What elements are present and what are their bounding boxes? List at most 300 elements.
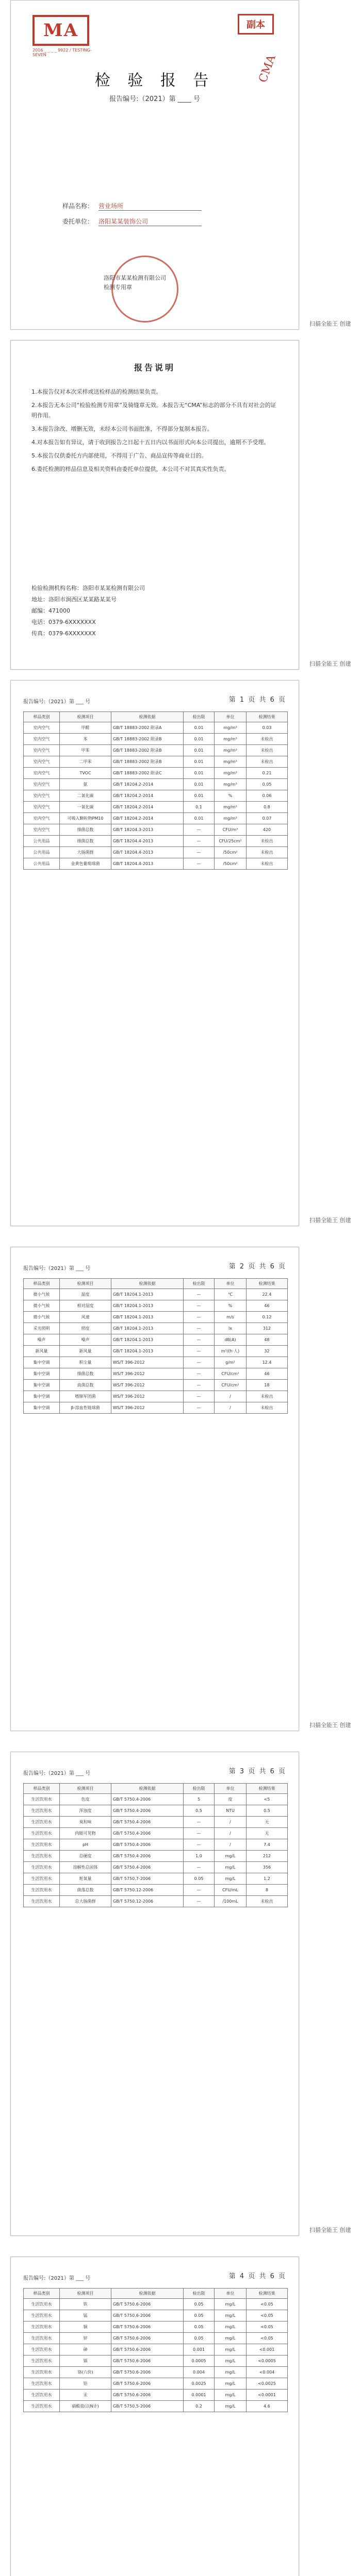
table-cell: 0.0001: [184, 2389, 215, 2401]
table-cell: 度: [215, 1794, 247, 1805]
table-cell: 生活饮用水: [24, 1805, 60, 1817]
scanner-watermark: 扫描全能王 创建: [309, 660, 351, 667]
table-cell: 室内空气: [24, 745, 60, 756]
table-cell: 46: [247, 1368, 288, 1380]
table-cell: 菌落总数: [60, 1885, 111, 1896]
page-report-number: 报告编号:（2021）第 ___ 号: [23, 699, 91, 705]
table-cell: dB(A): [215, 1334, 247, 1346]
table-cell: GB/T 18883-2002 附录B: [111, 756, 184, 768]
table-cell: 0.05: [184, 2321, 215, 2333]
table-cell: GB/T 18204.4-2013: [111, 858, 184, 870]
table-cell: /: [215, 1391, 247, 1402]
table-cell: mg/m³: [215, 756, 247, 768]
column-header: 样品类别: [24, 1784, 60, 1794]
table-row: [24, 2355, 288, 2367]
table-cell: 耗氧量: [60, 1873, 111, 1885]
table-cell: GB/T 5750.5-2006: [111, 2401, 184, 2412]
table-cell: GB/T 18204.1-2013: [111, 1346, 184, 1357]
table-cell: 细菌总数: [60, 824, 111, 836]
table-row: [24, 1862, 288, 1873]
table-cell: GB/T 5750.4-2006: [111, 1794, 184, 1805]
table-row: [24, 790, 288, 802]
contact-line: 传真：0379-6XXXXXXX: [31, 630, 96, 637]
table-cell: —: [184, 1402, 215, 1414]
scanner-watermark: 扫描全能王 创建: [309, 320, 351, 327]
table-cell: 微小气候: [24, 1312, 60, 1323]
table-cell: mg/L: [215, 2299, 247, 2310]
table-row: [24, 1300, 288, 1312]
table-cell: 锰: [60, 2310, 111, 2321]
table-cell: <0.05: [247, 2310, 288, 2321]
table-cell: 生活饮用水: [24, 1851, 60, 1862]
table-cell: GB/T 5750.6-2006: [111, 2310, 184, 2321]
table-cell: 0.05: [247, 779, 288, 790]
table-cell: 甲苯: [60, 745, 111, 756]
table-cell: 采光照明: [24, 1323, 60, 1334]
table-header-row: [24, 1784, 288, 1794]
table-cell: 汞: [60, 2389, 111, 2401]
table-cell: GB/T 5750.4-2006: [111, 1862, 184, 1873]
table-cell: mg/L: [215, 2389, 247, 2401]
table-cell: CFU/mL: [215, 1885, 247, 1896]
table-cell: 细菌总数: [60, 1368, 111, 1380]
table-cell: GB/T 5750.4-2006: [111, 1839, 184, 1851]
contact-line: 电话：0379-6XXXXXXX: [31, 619, 96, 625]
table-cell: mg/L: [215, 2344, 247, 2355]
table-cell: 可吸入颗粒物PM10: [60, 813, 111, 824]
table-cell: WS/T 396-2012: [111, 1368, 184, 1380]
table-cell: NTU: [215, 1805, 247, 1817]
table-cell: 集中空调: [24, 1380, 60, 1391]
table-cell: 臭和味: [60, 1817, 111, 1828]
table-cell: mg/L: [215, 2378, 247, 2389]
table-cell: 噪声: [24, 1334, 60, 1346]
field-label: 委托单位：: [62, 218, 94, 225]
table-cell: GB/T 18204.2-2014: [111, 802, 184, 813]
table-cell: 集中空调: [24, 1402, 60, 1414]
table-cell: 公共用品: [24, 847, 60, 858]
report-page-4: [10, 2257, 299, 2576]
table-cell: GB/T 5750.4-2006: [111, 1828, 184, 1839]
table-cell: —: [184, 1323, 215, 1334]
table-cell: 室内空气: [24, 779, 60, 790]
table-cell: 细菌总数: [60, 836, 111, 847]
table-row: [24, 2378, 288, 2389]
table-cell: 生活饮用水: [24, 2355, 60, 2367]
instruction-item: 5.本报告仅供委托方内部使用，不得用于广告、商品宣传等商业目的。: [31, 452, 207, 459]
table-cell: 生活饮用水: [24, 2378, 60, 2389]
table-cell: 0.12: [247, 1312, 288, 1323]
table-header-row: [24, 1279, 288, 1289]
table-cell: 浑浊度: [60, 1805, 111, 1817]
table-cell: 苯: [60, 734, 111, 745]
logo-subtext: 2016 _ _ _ _ 9922 / TESTING-SEVEN: [32, 48, 92, 57]
table-cell: g/m²: [215, 1357, 247, 1368]
table-cell: CFU/25cm²: [215, 836, 247, 847]
table-cell: GB/T 5750.12-2006: [111, 1885, 184, 1896]
table-cell: 0.21: [247, 768, 288, 779]
table-cell: mg/L: [215, 2321, 247, 2333]
table-cell: 二氧化碳: [60, 790, 111, 802]
page-report-number: 报告编号:（2021）第 ___ 号: [23, 2276, 91, 2281]
column-header: 检测项目: [60, 712, 111, 722]
instruction-item: 3.本报告涂改、增删无效，未经本公司书面批准，不得部分复制本报告。: [31, 426, 213, 432]
table-cell: 一氧化碳: [60, 802, 111, 813]
table-cell: <0.0025: [247, 2378, 288, 2389]
table-cell: mg/m³: [215, 779, 247, 790]
table-cell: 室内空气: [24, 824, 60, 836]
table-cell: GB/T 5750.7-2006: [111, 1873, 184, 1885]
column-header: 单位: [215, 1784, 247, 1794]
table-cell: mg/m³: [215, 734, 247, 745]
table-cell: /50cm²: [215, 858, 247, 870]
table-cell: GB/T 5750.6-2006: [111, 2344, 184, 2355]
table-cell: WS/T 396-2012: [111, 1380, 184, 1391]
table-cell: 生活饮用水: [24, 2344, 60, 2355]
table-row: [24, 768, 288, 779]
table-cell: 积尘量: [60, 1357, 111, 1368]
table-cell: 生活饮用水: [24, 1794, 60, 1805]
table-cell: —: [184, 1885, 215, 1896]
table-cell: 212: [247, 1851, 288, 1862]
table-cell: —: [184, 847, 215, 858]
column-header: 检出限: [184, 1279, 215, 1289]
table-cell: /: [215, 1402, 247, 1414]
table-header-row: [24, 712, 288, 722]
table-cell: —: [184, 824, 215, 836]
table-cell: WS/T 396-2012: [111, 1391, 184, 1402]
table-cell: —: [184, 1368, 215, 1380]
column-header: 样品类别: [24, 712, 60, 722]
table-cell: <0.05: [247, 2333, 288, 2344]
table-cell: 生活饮用水: [24, 2367, 60, 2378]
table-cell: <0.05: [247, 2321, 288, 2333]
table-row: [24, 1391, 288, 1402]
table-row: [24, 1851, 288, 1862]
column-header: 检测项目: [60, 2289, 111, 2299]
table-cell: 生活饮用水: [24, 2333, 60, 2344]
table-cell: 公共用品: [24, 836, 60, 847]
column-header: 检测项目: [60, 1279, 111, 1289]
table-cell: %: [215, 790, 247, 802]
instructions-page: [10, 340, 299, 670]
table-cell: 相对湿度: [60, 1300, 111, 1312]
table-row: [24, 734, 288, 745]
table-row: [24, 1357, 288, 1368]
cma-logo: [32, 15, 105, 57]
table-cell: 集中空调: [24, 1391, 60, 1402]
table-cell: 微小气候: [24, 1300, 60, 1312]
table-cell: 0.07: [247, 813, 288, 824]
table-row: [24, 1346, 288, 1357]
instructions-title: 报告说明: [134, 363, 175, 372]
table-row: [24, 1805, 288, 1817]
table-cell: 18: [247, 1380, 288, 1391]
table-row: [24, 1334, 288, 1346]
table-cell: —: [184, 1312, 215, 1323]
column-header: 检测依据: [111, 712, 184, 722]
table-cell: —: [184, 1380, 215, 1391]
table-cell: 22.4: [247, 1289, 288, 1300]
table-cell: GB/T 5750.6-2006: [111, 2299, 184, 2310]
table-cell: 0.0005: [184, 2355, 215, 2367]
table-cell: 8: [247, 1885, 288, 1896]
field-value: 营业场所: [99, 201, 202, 211]
table-cell: GB/T 5750.4-2006: [111, 1851, 184, 1862]
results-table: [23, 2288, 288, 2412]
table-cell: GB/T 18204.1-2013: [111, 1300, 184, 1312]
table-cell: —: [184, 1300, 215, 1312]
table-cell: 生活饮用水: [24, 1873, 60, 1885]
column-header: 检测结果: [247, 1279, 288, 1289]
table-cell: —: [184, 1817, 215, 1828]
table-cell: 集中空调: [24, 1368, 60, 1380]
table-cell: m/s: [215, 1312, 247, 1323]
table-cell: 1.0: [184, 1851, 215, 1862]
scanner-watermark: 扫描全能王 创建: [309, 1217, 351, 1224]
table-cell: 0.01: [184, 768, 215, 779]
table-cell: mg/L: [215, 2333, 247, 2344]
table-cell: WS/T 396-2012: [111, 1357, 184, 1368]
page-number: 第 2 页 共 6 页: [228, 1263, 286, 1270]
table-cell: 48: [247, 1334, 288, 1346]
table-cell: GB/T 5750.6-2006: [111, 2378, 184, 2389]
table-cell: 铬(六价): [60, 2367, 111, 2378]
contact-line: 检验检测机构名称：洛阳市某某检测有限公司: [31, 585, 145, 591]
table-cell: 0.2: [184, 2401, 215, 2412]
column-header: 检测结果: [247, 1784, 288, 1794]
column-header: 检测依据: [111, 1279, 184, 1289]
table-row: [24, 1896, 288, 1907]
table-row: [24, 2401, 288, 2412]
table-cell: 硝酸盐(以N计): [60, 2401, 111, 2412]
page-header: [23, 2268, 286, 2284]
column-header: 检测依据: [111, 1784, 184, 1794]
table-cell: —: [184, 836, 215, 847]
report-page-2: [10, 1247, 299, 1731]
table-cell: 12.4: [247, 1357, 288, 1368]
field-label: 样品名称：: [62, 202, 94, 210]
table-cell: 420: [247, 824, 288, 836]
table-cell: 室内空气: [24, 802, 60, 813]
page-header: [23, 692, 286, 707]
table-row: [24, 2321, 288, 2333]
table-cell: 0.05: [184, 2333, 215, 2344]
table-row: [24, 1289, 288, 1300]
table-cell: 0.01: [184, 745, 215, 756]
table-cell: 大肠菌群: [60, 847, 111, 858]
table-cell: —: [184, 1828, 215, 1839]
table-cell: 肉眼可见物: [60, 1828, 111, 1839]
table-cell: 未检出: [247, 1402, 288, 1414]
logo-mark: MA: [32, 15, 89, 46]
table-cell: 二甲苯: [60, 756, 111, 768]
page-report-number: 报告编号:（2021）第 ___ 号: [23, 1266, 91, 1272]
table-cell: 金黄色葡萄球菌: [60, 858, 111, 870]
table-cell: 1.2: [247, 1873, 288, 1885]
table-cell: 0.001: [184, 2344, 215, 2355]
table-row: [24, 745, 288, 756]
table-cell: 新风量: [24, 1346, 60, 1357]
table-cell: 未检出: [247, 1896, 288, 1907]
table-cell: 室内空气: [24, 756, 60, 768]
table-cell: 生活饮用水: [24, 2401, 60, 2412]
table-cell: TVOC: [60, 768, 111, 779]
table-cell: GB/T 18204.3-2013: [111, 824, 184, 836]
table-cell: GB/T 5750.6-2006: [111, 2321, 184, 2333]
table-cell: 未检出: [247, 734, 288, 745]
table-row: [24, 1817, 288, 1828]
table-row: [24, 2367, 288, 2378]
table-cell: <0.004: [247, 2367, 288, 2378]
table-cell: <0.001: [247, 2344, 288, 2355]
table-cell: 溶解性总固体: [60, 1862, 111, 1873]
table-cell: GB/T 5750.12-2006: [111, 1896, 184, 1907]
table-cell: 室内空气: [24, 734, 60, 745]
table-cell: 锌: [60, 2333, 111, 2344]
table-row: [24, 824, 288, 836]
table-cell: 温度: [60, 1289, 111, 1300]
table-cell: 356: [247, 1862, 288, 1873]
table-cell: m³/(h·人): [215, 1346, 247, 1357]
table-cell: CFU/m³: [215, 824, 247, 836]
table-cell: —: [184, 1391, 215, 1402]
table-cell: %: [215, 1300, 247, 1312]
table-cell: 甲醛: [60, 722, 111, 734]
table-cell: 未检出: [247, 836, 288, 847]
table-cell: GB/T 5750.4-2006: [111, 1817, 184, 1828]
results-table: [23, 711, 288, 870]
table-cell: <0.0001: [247, 2389, 288, 2401]
client-field: [62, 217, 202, 226]
table-row: [24, 813, 288, 824]
table-cell: —: [184, 1896, 215, 1907]
table-cell: 总硬度: [60, 1851, 111, 1862]
table-cell: 0.5: [247, 1805, 288, 1817]
table-cell: 室内空气: [24, 722, 60, 734]
report-page-1: [10, 680, 299, 1226]
table-cell: mg/m³: [215, 722, 247, 734]
table-cell: 铁: [60, 2299, 111, 2310]
table-cell: 未检出: [247, 756, 288, 768]
table-cell: mg/m³: [215, 745, 247, 756]
table-row: [24, 1885, 288, 1896]
table-cell: mg/L: [215, 2355, 247, 2367]
table-cell: —: [184, 1346, 215, 1357]
cover-page: [10, 0, 299, 330]
table-cell: 生活饮用水: [24, 1885, 60, 1896]
table-cell: 32: [247, 1346, 288, 1357]
table-cell: β-溶血性链球菌: [60, 1402, 111, 1414]
report-number: 报告编号:（2021）第 ____ 号: [109, 95, 200, 103]
table-cell: GB/T 5750.4-2006: [111, 1805, 184, 1817]
table-row: [24, 722, 288, 734]
column-header: 检测结果: [247, 712, 288, 722]
table-header-row: [24, 2289, 288, 2299]
table-cell: GB/T 18204.1-2013: [111, 1312, 184, 1323]
page-header: [23, 1764, 286, 1779]
table-row: [24, 1323, 288, 1334]
instruction-item: 4.对本报告如有异议，请于收到报告之日起十五日内以书面形式向本公司提出，逾期不予受理。: [31, 439, 270, 446]
table-cell: mg/m³: [215, 768, 247, 779]
table-row: [24, 779, 288, 790]
table-cell: 生活饮用水: [24, 1862, 60, 1873]
instruction-item: 1.本报告仅对本次采样或送检样品的检测结果负责。: [31, 388, 162, 395]
table-cell: 4.6: [247, 2401, 288, 2412]
table-cell: 镉: [60, 2355, 111, 2367]
sample-name-field: [62, 201, 202, 211]
table-cell: /: [215, 1839, 247, 1851]
table-cell: 0.8: [247, 802, 288, 813]
table-cell: GB/T 18204.4-2013: [111, 836, 184, 847]
table-cell: —: [184, 858, 215, 870]
table-row: [24, 756, 288, 768]
table-row: [24, 858, 288, 870]
table-cell: 照度: [60, 1323, 111, 1334]
table-cell: mg/L: [215, 1873, 247, 1885]
table-cell: 嗜肺军团菌: [60, 1391, 111, 1402]
table-cell: 0.01: [184, 734, 215, 745]
instruction-item: 2.本报告无本公司“检验检测专用章”及骑缝章无效。本报告无“CMA”标志的部分不具有对社会的证明作用。: [31, 402, 276, 419]
table-cell: CFU/cm²: [215, 1368, 247, 1380]
page-number: 第 4 页 共 6 页: [228, 2273, 286, 2280]
instruction-item: 6.委托检测的样品信息及相关资料由委托单位提供，本公司不对其真实性负责。: [31, 466, 230, 472]
table-cell: 室内空气: [24, 790, 60, 802]
table-cell: 生活饮用水: [24, 1817, 60, 1828]
table-row: [24, 2344, 288, 2355]
handwritten-mark: CMA: [256, 53, 278, 84]
table-cell: <5: [247, 1794, 288, 1805]
table-row: [24, 1368, 288, 1380]
column-header: 样品类别: [24, 2289, 60, 2299]
table-cell: —: [184, 1334, 215, 1346]
contact-block: [31, 583, 145, 639]
page-number: 第 1 页 共 6 页: [228, 696, 286, 704]
table-row: [24, 2310, 288, 2321]
table-cell: GB/T 18204.2-2014: [111, 790, 184, 802]
table-cell: 砷: [60, 2344, 111, 2355]
table-cell: 生活饮用水: [24, 1839, 60, 1851]
table-cell: 铜: [60, 2321, 111, 2333]
column-header: 检出限: [184, 1784, 215, 1794]
table-cell: GB/T 5750.6-2006: [111, 2355, 184, 2367]
table-cell: <0.05: [247, 2299, 288, 2310]
table-cell: 室内空气: [24, 813, 60, 824]
table-cell: GB/T 5750.6-2006: [111, 2367, 184, 2378]
table-cell: 未检出: [247, 1391, 288, 1402]
table-cell: 氨: [60, 779, 111, 790]
table-cell: 色度: [60, 1794, 111, 1805]
table-cell: 0.004: [184, 2367, 215, 2378]
table-cell: 生活饮用水: [24, 2310, 60, 2321]
table-cell: 312: [247, 1323, 288, 1334]
table-cell: 0.01: [184, 790, 215, 802]
column-header: 检出限: [184, 712, 215, 722]
table-cell: ℃: [215, 1289, 247, 1300]
table-cell: GB/T 5750.6-2006: [111, 2333, 184, 2344]
table-cell: WS/T 396-2012: [111, 1402, 184, 1414]
table-cell: mg/m³: [215, 802, 247, 813]
field-value: 洛阳某某装饰公司: [99, 217, 202, 226]
table-cell: 0.05: [184, 1873, 215, 1885]
table-cell: 0.5: [184, 1805, 215, 1817]
table-cell: 0.01: [184, 756, 215, 768]
table-cell: —: [184, 1862, 215, 1873]
table-cell: GB/T 18204.1-2013: [111, 1334, 184, 1346]
table-row: [24, 1839, 288, 1851]
results-table: [23, 1783, 288, 1907]
table-row: [24, 802, 288, 813]
